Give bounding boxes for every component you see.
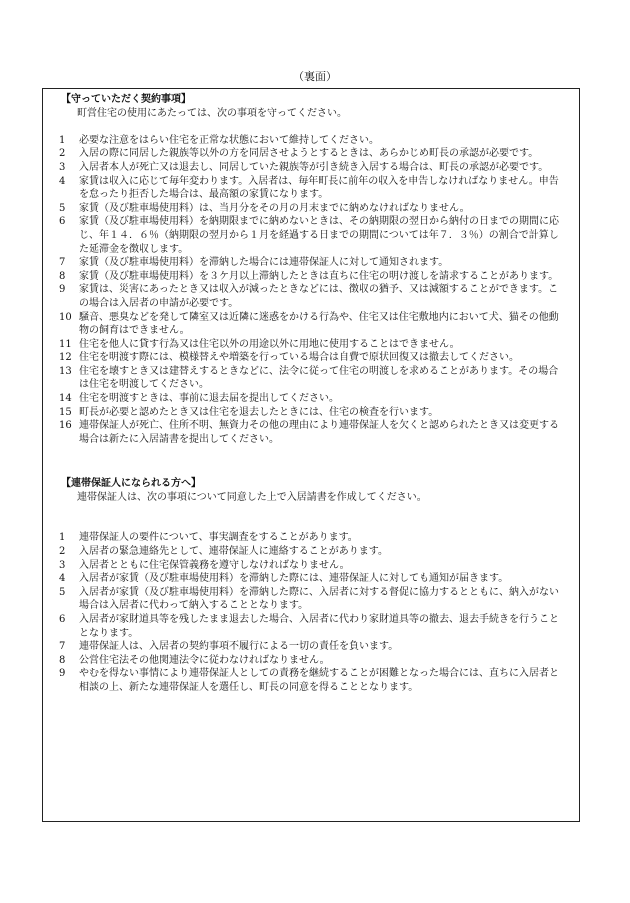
item-text: 入居者が家財道具等を残したまま退去した場合、入居者に代わり家財道具等の撤去、退去手続きを行うこととなります。 — [79, 613, 559, 639]
item-number: 9 — [59, 284, 66, 296]
item-number: 4 — [59, 175, 66, 187]
item-text: 家賃は、災害にあったとき又は収入が減ったときなどには、徴収の猶予、又は減額することができます。この場合は入居者の申請が必要です。 — [79, 284, 559, 309]
item-text: 入居者が家賃（及び駐車場使用料）を滞納した際には、連帯保証人に対しても通知が届きます。 — [79, 573, 509, 585]
spacer — [59, 504, 567, 518]
item-number: 3 — [59, 161, 66, 173]
item-text: 家賃（及び駐車場使用料）は、当月分をその月の月末までに納めなければなりません。 — [79, 202, 470, 214]
contract-item-6 — [59, 215, 567, 256]
item-number: 1 — [59, 134, 66, 146]
item-number: 6 — [59, 613, 66, 625]
item-number: 1 — [59, 532, 66, 544]
contract-item-4 — [59, 175, 567, 202]
item-number: 8 — [59, 270, 66, 282]
item-number: 3 — [59, 559, 66, 571]
item-number: 14 — [59, 393, 72, 405]
contract-item-7 — [59, 256, 567, 270]
guarantor-item-2 — [59, 545, 567, 559]
spacer — [59, 446, 567, 463]
contract-item-15 — [59, 406, 567, 420]
item-text: 入居者が家賃（及び駐車場使用料）を滞納した際に、入居者に対する督促に協力するとともに、納入がない場合は入居者に代わって納入することとなります。 — [79, 586, 559, 612]
terms-frame — [42, 88, 580, 822]
item-text: 住宅を明渡す際には、模様替えや増築を行っている場合は自費で原状回復又は撤去してください。 — [79, 352, 519, 364]
guarantor-item-3 — [59, 559, 567, 573]
item-text: 住宅を明渡すときは、事前に退去届を提出してください。 — [79, 393, 339, 405]
item-number: 2 — [59, 148, 66, 160]
item-text: 連帯保証人が死亡、住所不明、無資力その他の理由により連帯保証人を欠くと認められたとき又は変更する場合は新たに入居請書を提出してください。 — [79, 420, 559, 445]
contract-item-13 — [59, 365, 567, 392]
item-number: 6 — [59, 216, 66, 228]
item-number: 8 — [59, 654, 66, 666]
item-number: 2 — [59, 546, 66, 557]
contract-section-title: 【守っていただく契約事項】 — [61, 94, 191, 105]
contract-item-2 — [59, 147, 567, 161]
item-number: 7 — [59, 257, 66, 269]
item-number: 15 — [59, 406, 72, 418]
item-number: 9 — [59, 668, 66, 680]
item-number: 13 — [59, 365, 72, 377]
item-number: 16 — [59, 420, 72, 432]
guarantor-item-4 — [59, 572, 567, 586]
contract-item-12 — [59, 351, 567, 365]
item-text: 家賃は収入に応じて毎年変わります。入居者は、毎年町長に前年の収入を申告しなければなりません。申告を怠ったり拒否した場合は、最高額の家賃になります。 — [79, 175, 559, 201]
item-text: 家賃（及び駐車場使用料）を納期限までに納めないときは、その納期限の翌日から納付の日までの期間に応じ、年１４．６％（納期限の翌月から１月を経過する日までの期間については年７．３％）の割合で計算した延滞金を徴収します。 — [79, 216, 559, 255]
contract-item-3 — [59, 161, 567, 175]
page-side-label: （裏面） — [293, 70, 337, 83]
contract-item-11 — [59, 338, 567, 352]
item-number: 5 — [59, 202, 66, 214]
item-number: 7 — [59, 641, 66, 653]
contract-item-10 — [59, 311, 567, 338]
guarantor-item-5 — [59, 586, 567, 613]
item-text: 住宅を他人に貸す行為又は住宅以外の用途以外に用地に使用することはできません。 — [79, 338, 460, 350]
contract-item-14 — [59, 392, 567, 406]
item-text: 入居者とともに住宅保管義務を遵守しなければなりません。 — [79, 559, 350, 571]
item-number: 11 — [59, 338, 72, 350]
item-text: 家賃（及び駐車場使用料）を滞納した場合には連帯保証人に対して通知されます。 — [79, 257, 449, 269]
item-text: 住宅を壊すとき又は建替えするときなどに、法令に従って住宅の明渡しを求めることがあります。その場合は住宅を明渡してください。 — [79, 365, 559, 391]
spacer — [59, 463, 567, 477]
item-text: 入居の際に同居した親族等以外の方を同居させようとするときは、あらかじめ町長の承認が必要です。 — [79, 148, 539, 160]
item-text: 町長が必要と認めたとき又は住宅を退去したときには、住宅の検査を行います。 — [79, 406, 439, 418]
contract-section-intro: 町営住宅の使用にあたっては、次の事項を守ってください。 — [77, 107, 347, 119]
item-text: 連帯保証人は、入居者の契約事項不履行による一切の責任を負います。 — [79, 641, 399, 653]
guarantor-section-intro: 連帯保証人は、次の事項について同意した上で入居請書を作成してください。 — [77, 491, 427, 503]
guarantor-item-1 — [59, 531, 567, 545]
guarantor-section-title: 【連帯保証人になられる方へ】 — [61, 478, 201, 490]
item-text: 騒音、悪臭などを発して隣室又は近隣に迷惑をかける行為や、住宅又は住宅敷地内において犬、猫その他動物の飼育はできません。 — [79, 311, 559, 337]
contract-item-1 — [59, 134, 567, 148]
item-text: 入居者本人が死亡又は退去し、同居していた親族等が引き続き入居する場合は、町長の承認が必要です。 — [79, 161, 549, 173]
guarantor-item-7 — [59, 640, 567, 654]
contract-item-8 — [59, 270, 567, 284]
item-number: 5 — [59, 586, 66, 598]
item-number: 10 — [59, 311, 72, 323]
item-number: 12 — [59, 352, 72, 364]
contract-item-5 — [59, 202, 567, 216]
spacer — [59, 120, 567, 134]
guarantor-item-9 — [59, 667, 567, 694]
item-text: 必要な注意をはらい住宅を正常な状態において維持してください。 — [79, 134, 379, 146]
item-text: 連帯保証人の要件について、事実調査をすることがあります。 — [79, 532, 358, 544]
item-text: 入居者の緊急連絡先として、連帯保証人に連絡することがあります。 — [79, 546, 388, 557]
item-text: やむを得ない事情により連帯保証人としての責務を継続することが困難となった場合には、直ちに入居者と相談の上、新たな連帯保証人を選任し、町長の同意を得ることとなります。 — [79, 668, 559, 693]
contract-item-9 — [59, 283, 567, 310]
contract-items-list — [59, 134, 567, 447]
contract-item-16 — [59, 419, 567, 446]
item-number: 4 — [59, 573, 66, 585]
item-text: 家賃（及び駐車場使用料）を３ケ月以上滞納したときは直ちに住宅の明け渡しを請求することがあります。 — [79, 270, 559, 282]
guarantor-item-8 — [59, 654, 567, 668]
spacer — [59, 518, 567, 532]
guarantor-items-list — [59, 531, 567, 694]
guarantor-item-6 — [59, 613, 567, 640]
item-text: 公営住宅法その他関連法令に従わなければなりません。 — [79, 654, 330, 666]
